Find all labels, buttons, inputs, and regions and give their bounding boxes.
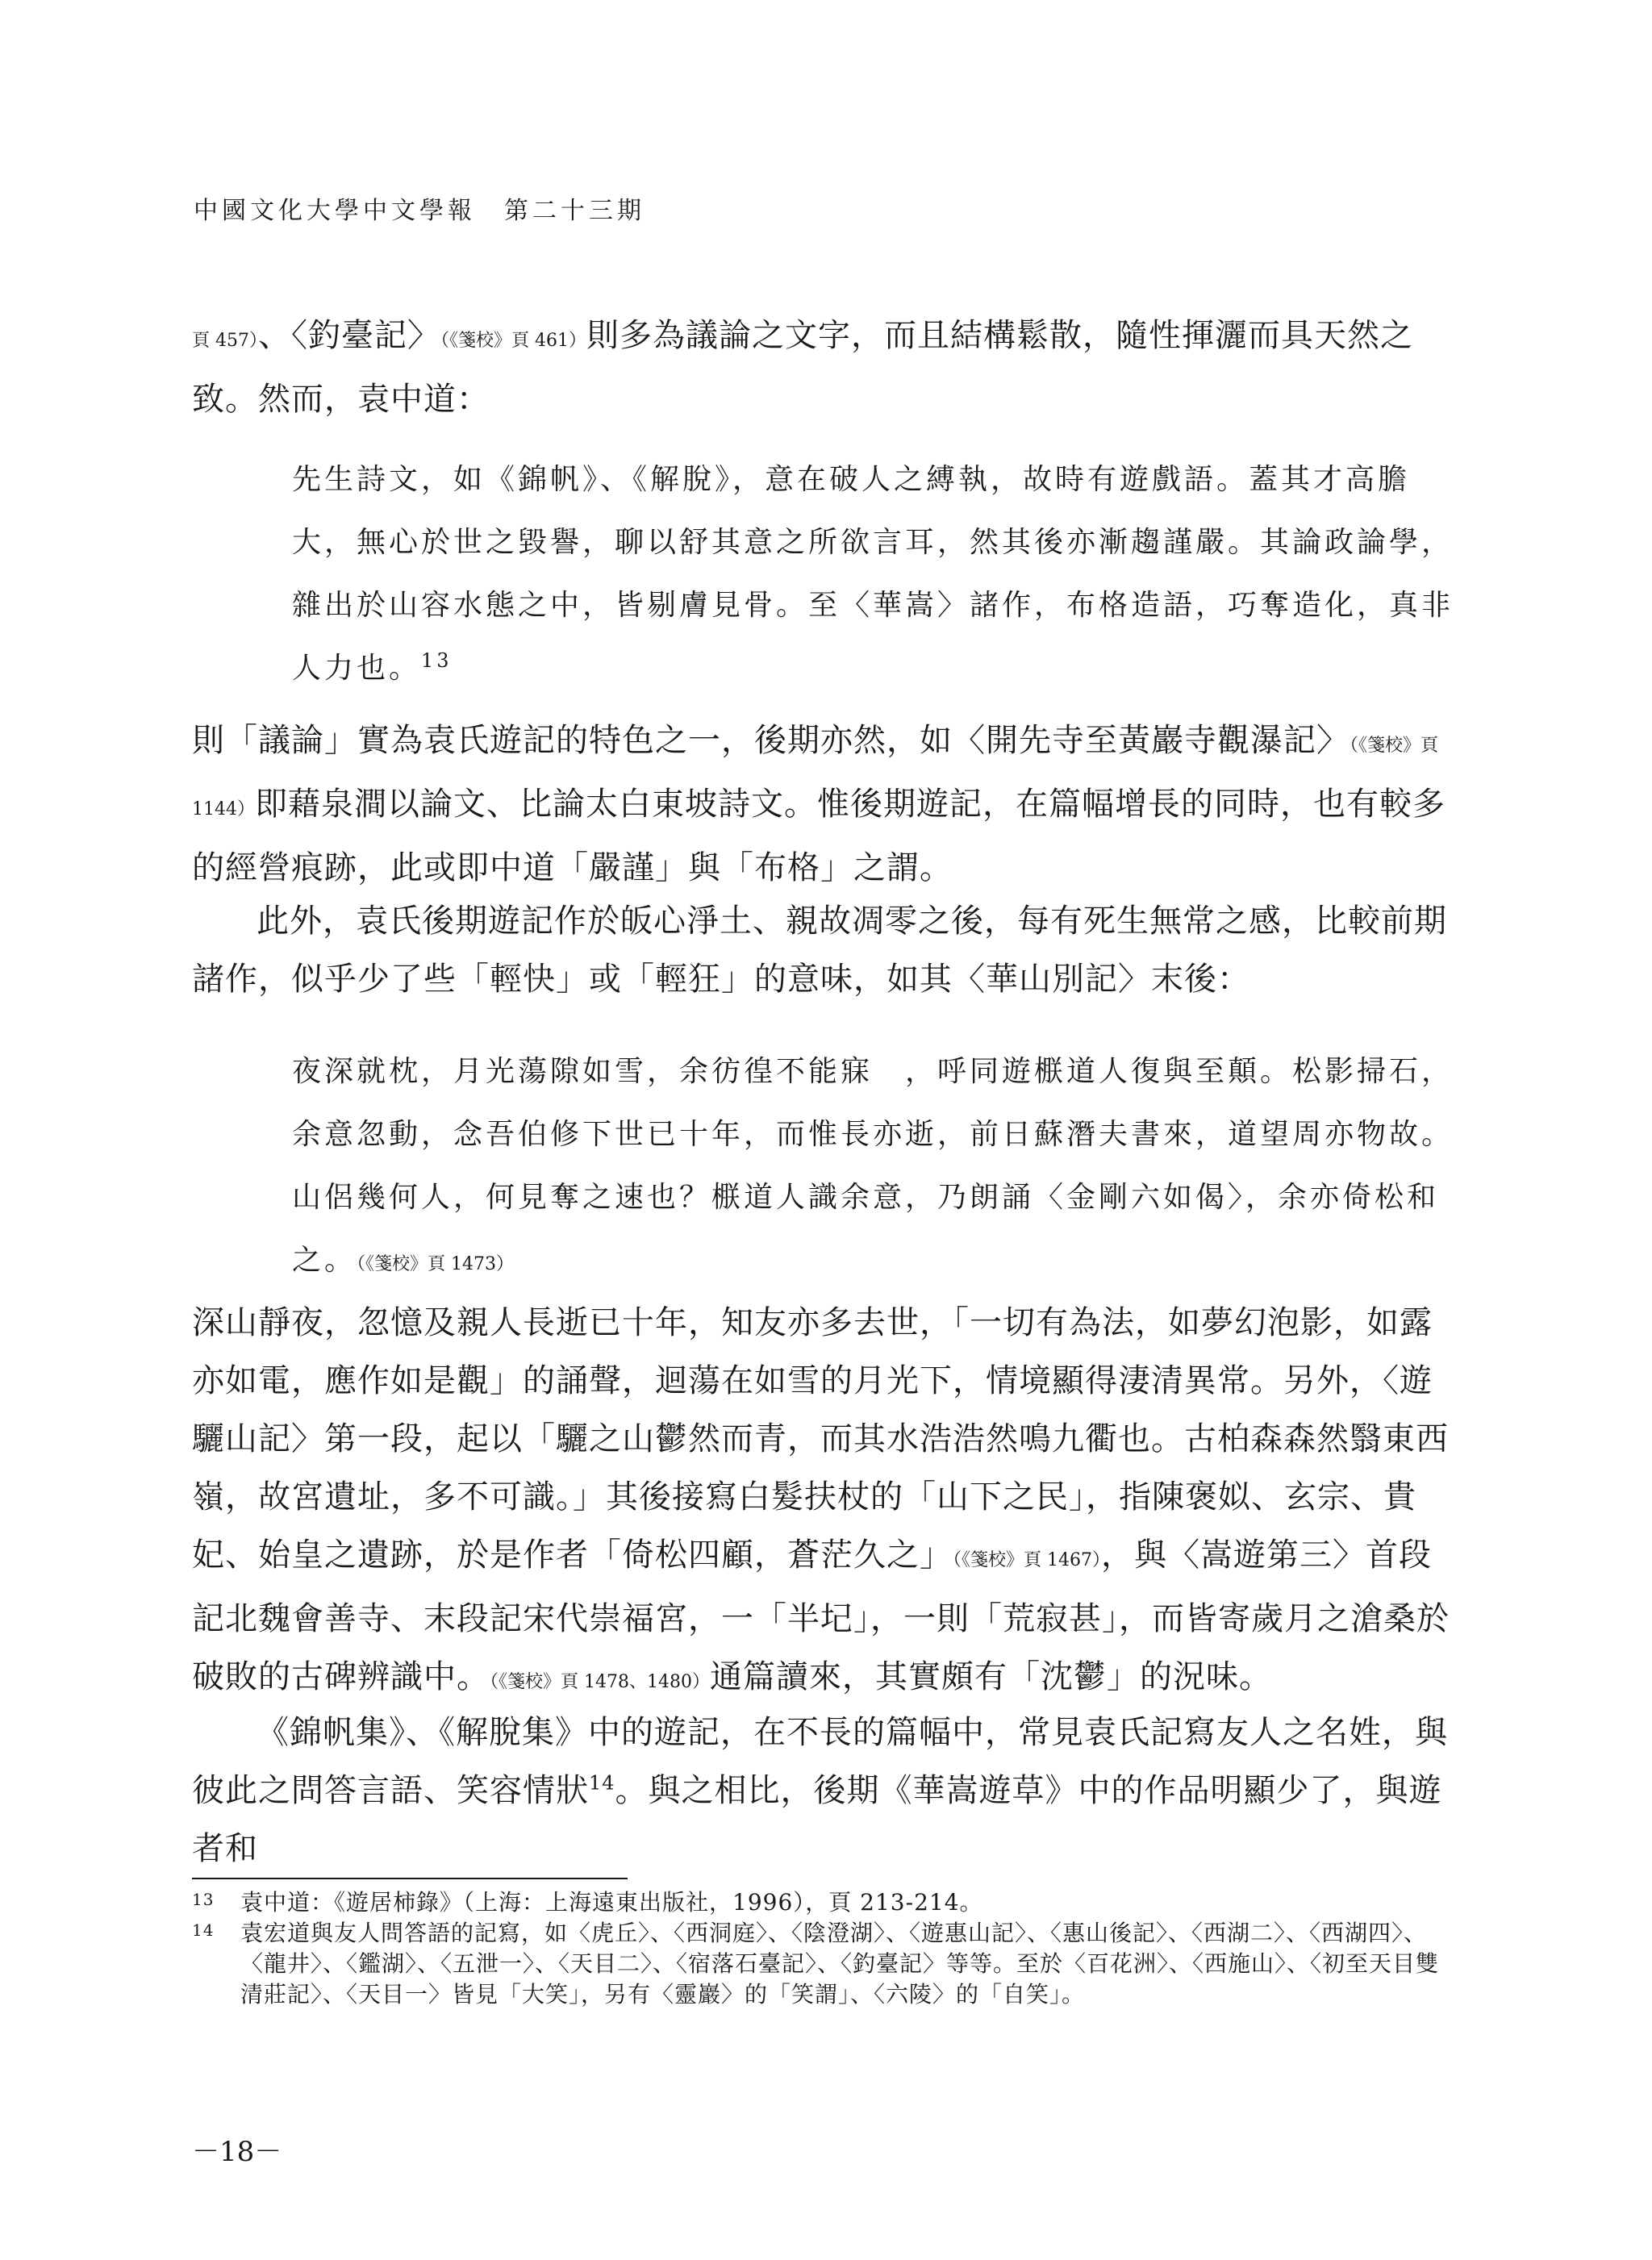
footnote-divider <box>192 1878 628 1879</box>
footnote-marker: 13 <box>421 649 453 672</box>
citation: （《箋校》頁 1478、1480） <box>490 1672 710 1692</box>
body-paragraph <box>192 1703 1458 1878</box>
block-quote-huashan <box>292 1040 1458 1296</box>
body-text: ，與〈嵩遊第三〉首段記北魏會善寺、末段記宋代崇福宮，一「半圮」，一則「荒寂甚」，而皆寄歲月之滄桑於破敗的古碑辨識中。 <box>192 1537 1450 1695</box>
body-text: 、〈釣臺記〉 <box>258 317 440 354</box>
footnote <box>192 1887 1458 1918</box>
footnote-number: 14 <box>192 1920 215 1940</box>
body-text: 即藉泉澗以論文、比論太白東坡詩文。惟後期遊記，在篇幅增長的同時，也有較多的經營痕跡，此或即中道「嚴謹」與「布格」之謂。 <box>192 786 1446 886</box>
footnote-text: 袁宏道與友人問答語的記寫，如〈虎丘〉、〈西洞庭〉、〈陰澄湖〉、〈遊惠山記〉、〈惠山後記〉、〈西湖二〉、〈西湖四〉、〈龍井〉、〈鑑湖〉、〈五泄一〉、〈天目二〉、〈宿落石臺記〉、〈釣臺記〉等等。至於〈百花洲〉、〈西施山〉、〈初至天目雙清莊記〉、〈天目一〉皆見「大笑」，另有〈靈巖〉的「笑謂」、〈六陵〉的「自笑」。 <box>240 1920 1440 2008</box>
footnote-marker: 14 <box>589 1771 615 1795</box>
citation: （《箋校》頁 1467） <box>953 1550 1101 1570</box>
quote-text: 先生詩文，如《錦帆》、《解脫》，意在破人之縛執，故時有遊戲語。蓋其才高膽大，無心於世之毀譽，聊以舒其意之所欲言耳，然其後亦漸趨謹嚴。其論政論學，雜出於山容水態之中，皆剔膚見骨。至〈華嵩〉諸作，布格造語，巧奪造化，真非人力也。 <box>292 463 1454 685</box>
page-number: －18－ <box>192 2136 282 2168</box>
body-text: 《錦帆集》、《解脫集》中的遊記，在不長的篇幅中，常見袁氏記寫友人之名姓，與彼此之問答言語、笑容情狀 <box>192 1714 1448 1809</box>
body-paragraph <box>192 1294 1458 1712</box>
body-paragraph <box>192 711 1458 897</box>
footnote-text: 袁中道：《遊居柿錄》（上海：上海遠東出版社，1996），頁 213-214。 <box>240 1889 983 1916</box>
body-text: 。與之相比，後期《華嵩遊草》中的作品明顯少了，與遊者和 <box>192 1772 1442 1867</box>
citation: 頁 457） <box>192 331 258 351</box>
footnotes <box>192 1887 1458 2010</box>
footnote-number: 13 <box>192 1890 215 1909</box>
footnote <box>192 1918 1458 2010</box>
citation: （《箋校》頁 1473） <box>357 1254 514 1274</box>
citation: （《箋校》頁 461） <box>440 331 586 351</box>
block-quote-yuan-zhongdao <box>292 448 1458 700</box>
body-paragraph-continued <box>192 306 1458 428</box>
body-text: 則「議論」實為袁氏遊記的特色之一，後期亦然，如〈開先寺至黃巖寺觀瀑記〉 <box>192 722 1350 759</box>
citation: （《箋校》頁 1144） <box>192 736 1439 819</box>
body-text: 此外，袁氏後期遊記作於皈心淨土、親故凋零之後，每有死生無常之感，比較前期諸作，似乎少了些「輕快」或「輕狂」的意味，如其〈華山別記〉末後： <box>192 903 1447 998</box>
running-head: 中國文化大學中文學報 第二十三期 <box>194 197 645 225</box>
body-text: 深山靜夜，忽憶及親人長逝已十年，知友亦多去世，「一切有為法，如夢幻泡影，如露亦如電，應作如是觀」的誦聲，迴蕩在如雪的月光下，情境顯得淒清異常。另外，〈遊驪山記〉第一段，起以「驪之山鬱然而青，而其水浩浩然鳴九衢也。古柏森森然翳東西嶺，故宮遺址，多不可識。」其後接寫白髮扶杖的「山下之民」，指陳褒姒、玄宗、貴妃、始皇之遺跡，於是作者「倚松四顧，蒼茫久之」 <box>192 1304 1449 1574</box>
body-paragraph <box>192 892 1458 1008</box>
body-text: 通篇讀來，其實頗有「沈鬱」的況味。 <box>709 1658 1272 1695</box>
body-text: 則多為議論之文字，而且結構鬆散，隨性揮灑而具天然之致。然而，袁中道： <box>192 317 1413 418</box>
quote-text: 夜深就枕，月光蕩隙如雪，余彷徨不能寐 ，呼同遊㮳道人復與至顛。松影掃石，余意忽動，念吾伯修下世已十年，而惟長亦逝，前日蘇潛夫書來，道望周亦物故。山侶幾何人，何見奪之速也？㮳道人識余意，乃朗誦〈金剛六如偈〉，余亦倚松和之。 <box>292 1055 1454 1277</box>
